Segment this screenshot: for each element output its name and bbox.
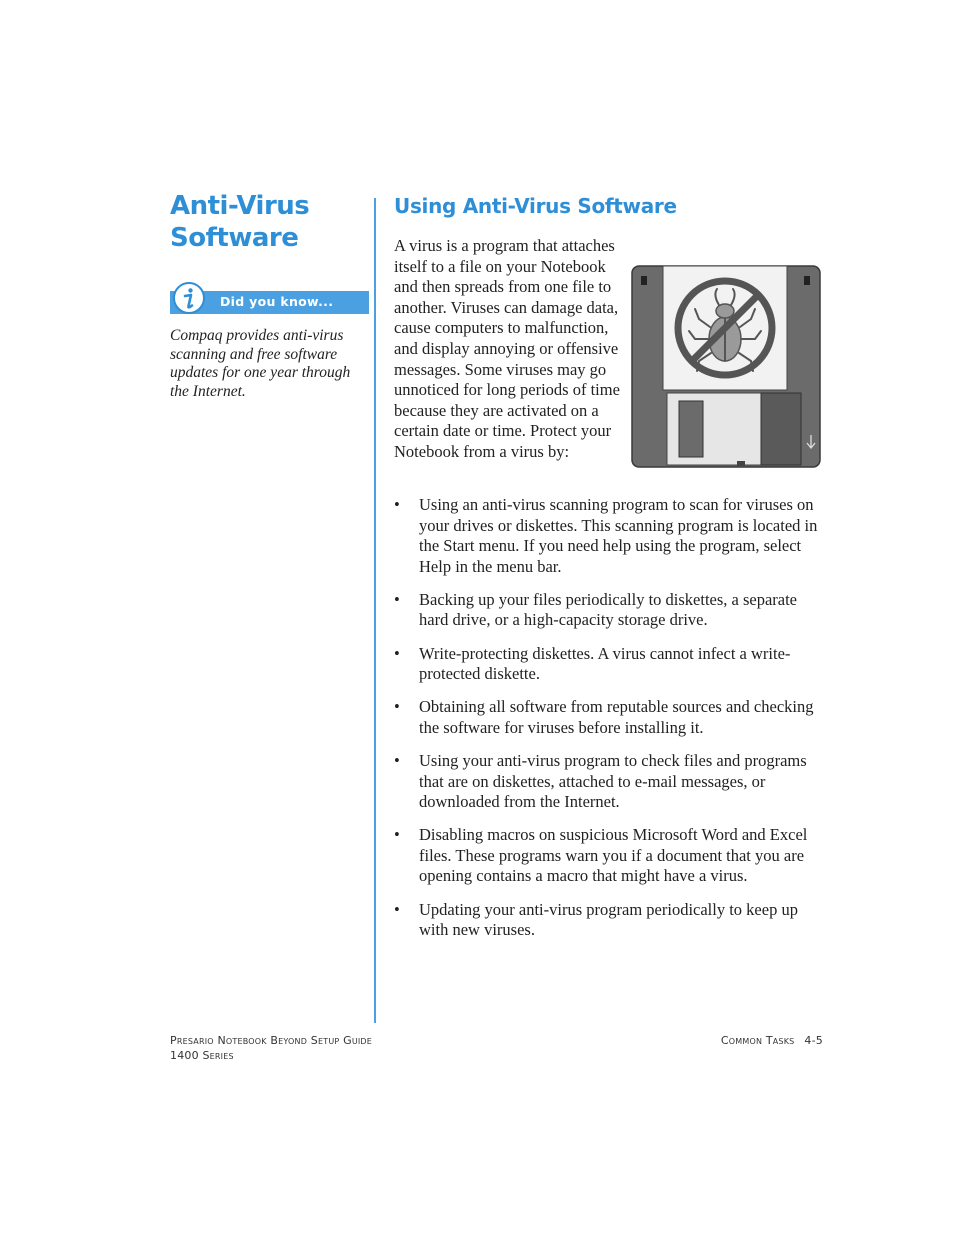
- list-item: [394, 900, 826, 941]
- info-icon: [172, 282, 206, 316]
- list-item-text: Updating your anti-virus program periodically to keep up with new viruses.: [419, 899, 798, 940]
- list-item-text: Write-protecting diskettes. A virus cannot infect a write-protected diskette.: [419, 643, 791, 684]
- bullet-marker: •: [394, 643, 400, 663]
- did-you-know-label: Did you know...: [220, 294, 334, 309]
- list-item-text: Obtaining all software from reputable sources and checking the software for viruses before installing it.: [419, 697, 814, 737]
- list-item-text: Backing up your files periodically to diskettes, a separate hard drive, or a high-capacity storage drive.: [419, 589, 798, 630]
- list-item: [394, 751, 826, 813]
- list-item-text: Using your anti-virus program to check files and programs that are on diskettes, attached to e-mail messages, or downloaded from the Internet.: [419, 750, 807, 812]
- list-item: [394, 697, 826, 738]
- bullet-marker: •: [394, 589, 400, 609]
- bullet-marker: •: [394, 899, 400, 919]
- footer-book-title: [170, 1033, 372, 1063]
- page-number: 4-5: [804, 1034, 823, 1047]
- list-item: [394, 825, 826, 887]
- footer-series-line: 1400 Series: [170, 1049, 234, 1062]
- list-item: [394, 644, 826, 685]
- bullet-marker: •: [394, 495, 400, 514]
- list-item: [394, 590, 826, 631]
- bullet-marker: •: [394, 750, 400, 770]
- column-divider: [374, 198, 376, 1023]
- list-item-text: Using an anti-virus scanning program to scan for viruses on your drives or diskettes. This scanning program is located in the Start menu. If you need help using the program, select Help in the menu bar.: [419, 495, 818, 576]
- bullet-marker: •: [394, 697, 400, 717]
- subsection-heading: Using Anti-Virus Software: [394, 194, 677, 218]
- protection-list: [394, 495, 826, 953]
- footer-section-name: Common Tasks: [720, 1034, 795, 1047]
- footer-page-info: [721, 1033, 823, 1048]
- list-item-text: Disabling macros on suspicious Microsoft Word and Excel files. These programs warn you if a document that you are opening contains a macro that might have a virus.: [419, 825, 808, 886]
- did-you-know-text: Compaq provides anti-virus scanning and free software updates for one year through the Internet.: [170, 327, 351, 400]
- footer-title-line: Presario Notebook Beyond Setup Guide: [170, 1034, 373, 1047]
- section-title: Anti-Virus Software: [170, 191, 310, 253]
- no-virus-diskette-icon: [631, 265, 821, 468]
- list-item: [394, 495, 826, 577]
- intro-paragraph: A virus is a program that attaches itself to a file on your Notebook and then spreads from one file to another. Viruses can damage data, cause computers to malfunction, and display annoying or offensive messages. Some viruses may go unnoticed for long periods of time because they are activated on a certain date or time. Protect your Notebook from a virus by:: [394, 236, 620, 461]
- bullet-marker: •: [394, 825, 400, 845]
